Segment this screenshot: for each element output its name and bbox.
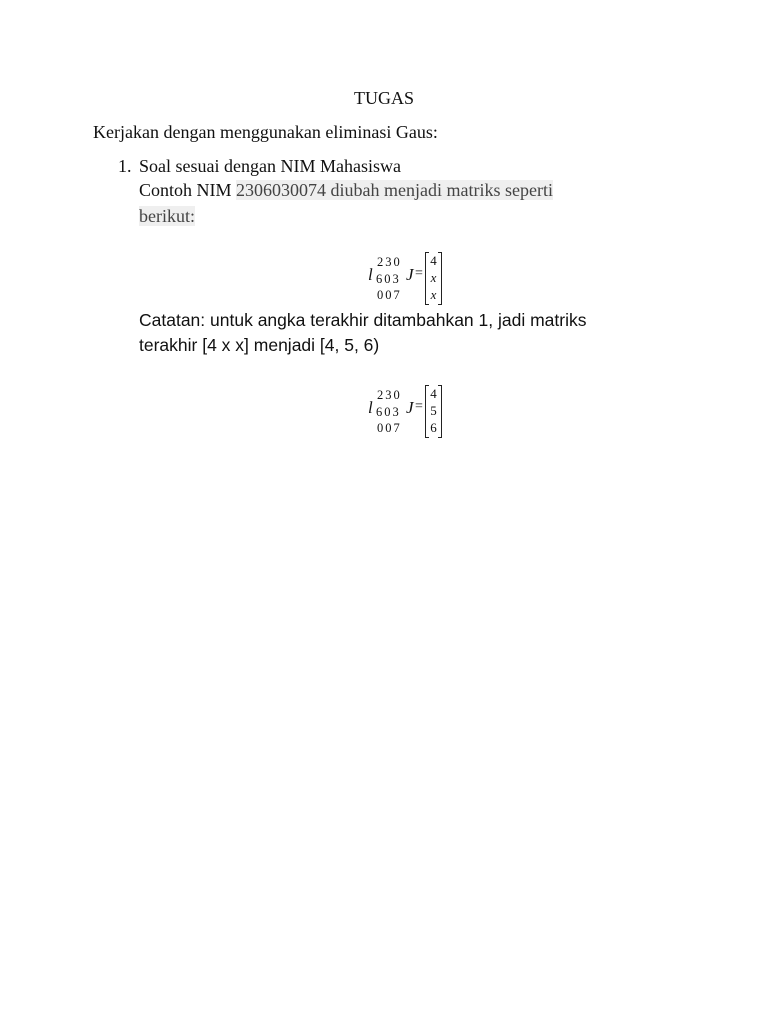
matrix-row-2: 603 <box>376 405 401 419</box>
vector-entry-1: 4 <box>430 386 437 401</box>
matrix-equation-1 <box>368 253 458 313</box>
vector-entry-2: x <box>430 270 437 285</box>
item-line-2-highlight: 2306030074 diubah menjadi matriks seperti <box>236 180 553 200</box>
result-vector <box>425 385 442 438</box>
vector-entry-2: 5 <box>430 403 437 418</box>
matrix-row-2: 603 <box>376 272 401 286</box>
vector-entry-3: x <box>430 287 437 302</box>
item-line-2 <box>139 180 553 201</box>
list-number: 1. <box>118 156 132 176</box>
instruction-text: Kerjakan dengan menggunakan eliminasi Gaus: <box>93 122 438 142</box>
left-bracket: l <box>368 265 373 284</box>
matrix-row-3: 007 <box>377 421 402 435</box>
note-line-2: terakhir [4 x x] menjadi [4, 5, 6) <box>139 335 380 355</box>
matrix-row-1: 230 <box>377 388 402 402</box>
left-bracket: l <box>368 398 373 417</box>
vector-entry-1: 4 <box>430 253 437 268</box>
item-line-3 <box>139 206 195 227</box>
item-line-3-highlight: berikut: <box>139 206 195 226</box>
equals-sign: = <box>415 399 423 414</box>
document-title: TUGAS <box>353 88 414 108</box>
right-bracket: J <box>406 398 414 417</box>
result-vector <box>425 252 442 305</box>
note-line-1: Catatan: untuk angka terakhir ditambahkan 1, jadi matriks <box>139 310 587 330</box>
right-bracket: J <box>406 265 414 284</box>
item-line-2-prefix: Contoh NIM <box>139 180 237 200</box>
matrix-row-1: 230 <box>377 255 402 269</box>
vector-entry-3: 6 <box>430 420 437 435</box>
item-line-1: Soal sesuai dengan NIM Mahasiswa <box>139 156 401 176</box>
matrix-row-3: 007 <box>377 288 402 302</box>
matrix-equation-2 <box>368 386 458 446</box>
equals-sign: = <box>415 266 423 281</box>
